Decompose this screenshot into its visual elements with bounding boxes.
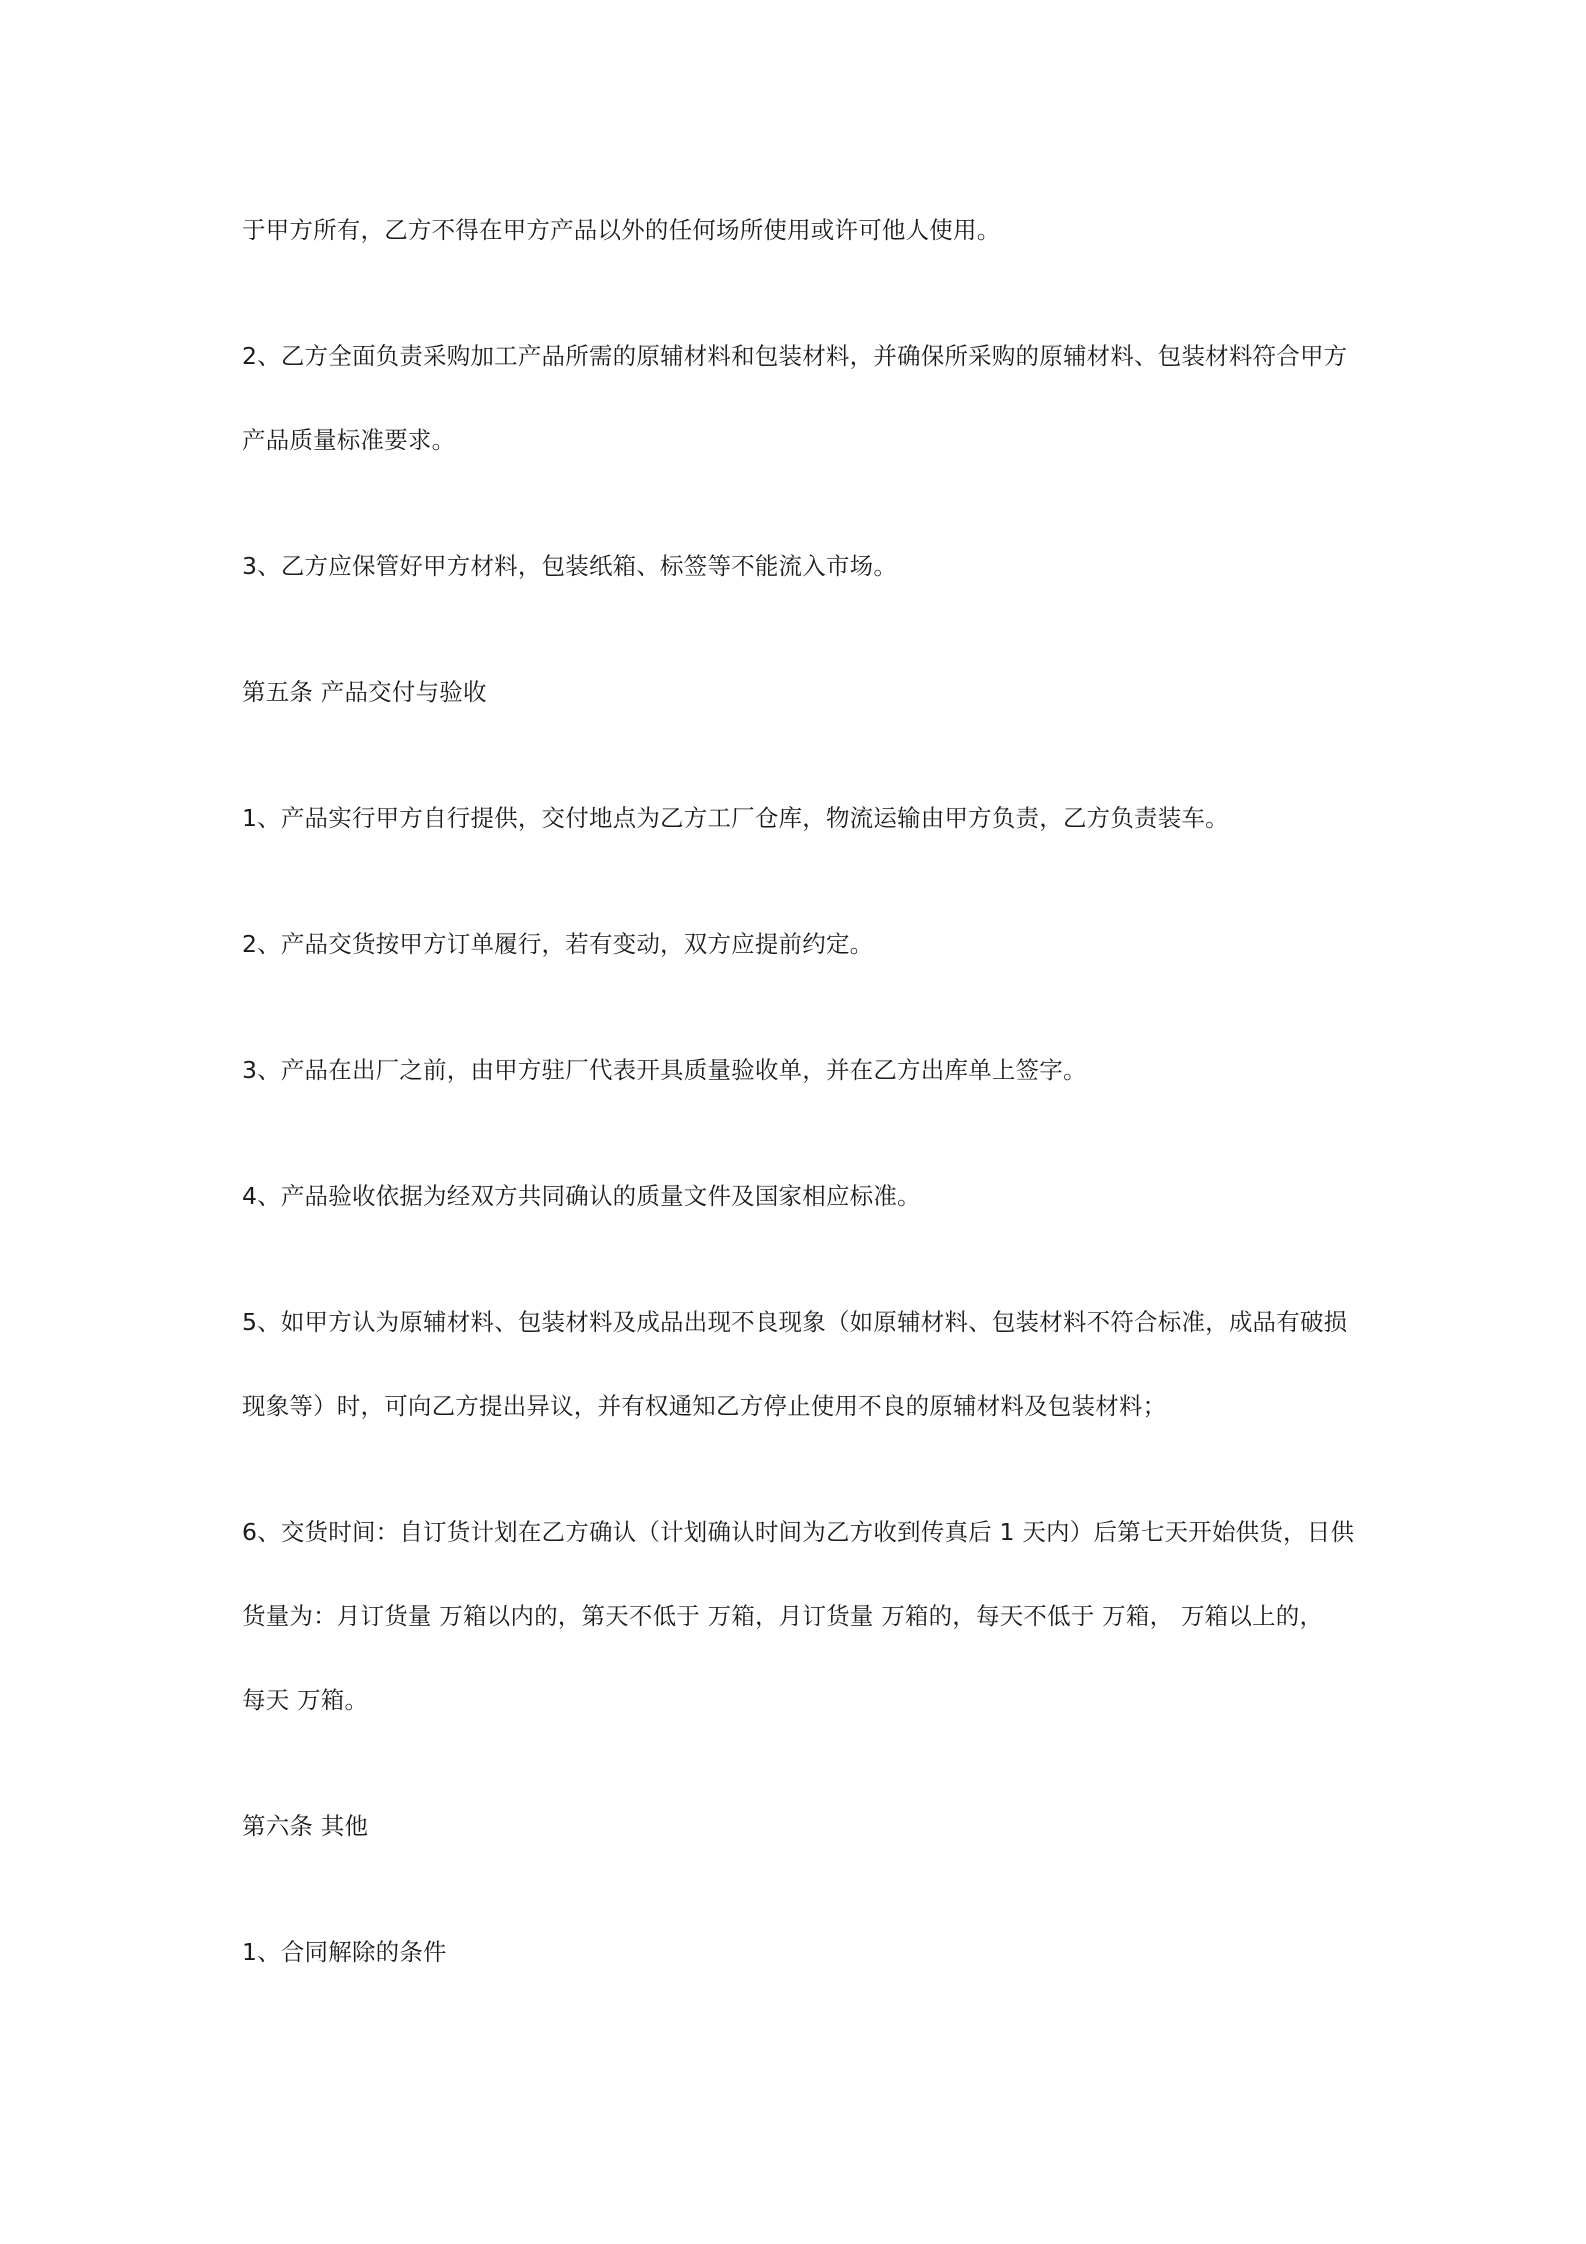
paragraph-line: 5、如甲方认为原辅材料、包装材料及成品出现不良现象（如原辅材料、包装材料不符合标准，成品有破损 [242, 1308, 1348, 1336]
section-heading: 第五条 产品交付与验收 [242, 678, 487, 706]
paragraph-line: 2、产品交货按甲方订单履行，若有变动，双方应提前约定。 [242, 930, 874, 958]
paragraph-line: 于甲方所有，乙方不得在甲方产品以外的任何场所使用或许可他人使用。 [242, 216, 1001, 244]
paragraph-line: 3、产品在出厂之前，由甲方驻厂代表开具质量验收单，并在乙方出库单上签字。 [242, 1056, 1087, 1084]
paragraph-line: 现象等）时，可向乙方提出异议，并有权通知乙方停止使用不良的原辅材料及包装材料； [242, 1392, 1167, 1420]
section-heading: 第六条 其他 [242, 1812, 369, 1840]
paragraph-line: 2、乙方全面负责采购加工产品所需的原辅材料和包装材料，并确保所采购的原辅材料、包装材料符合甲方 [242, 342, 1348, 370]
paragraph-line: 货量为：月订货量 万箱以内的，第天不低于 万箱，月订货量 万箱的，每天不低于 万箱， 万箱以上的， [242, 1602, 1324, 1630]
paragraph-line: 每天 万箱。 [242, 1686, 369, 1714]
paragraph-line: 1、产品实行甲方自行提供，交付地点为乙方工厂仓库，物流运输由甲方负责，乙方负责装车。 [242, 804, 1229, 832]
paragraph-line: 产品质量标准要求。 [242, 426, 456, 454]
paragraph-line: 1、合同解除的条件 [242, 1938, 447, 1966]
paragraph-line: 4、产品验收依据为经双方共同确认的质量文件及国家相应标准。 [242, 1182, 921, 1210]
paragraph-line: 6、交货时间：自订货计划在乙方确认（计划确认时间为乙方收到传真后 1 天内）后第七天开始供货，日供 [242, 1518, 1355, 1546]
paragraph-line: 3、乙方应保管好甲方材料，包装纸箱、标签等不能流入市场。 [242, 552, 898, 580]
